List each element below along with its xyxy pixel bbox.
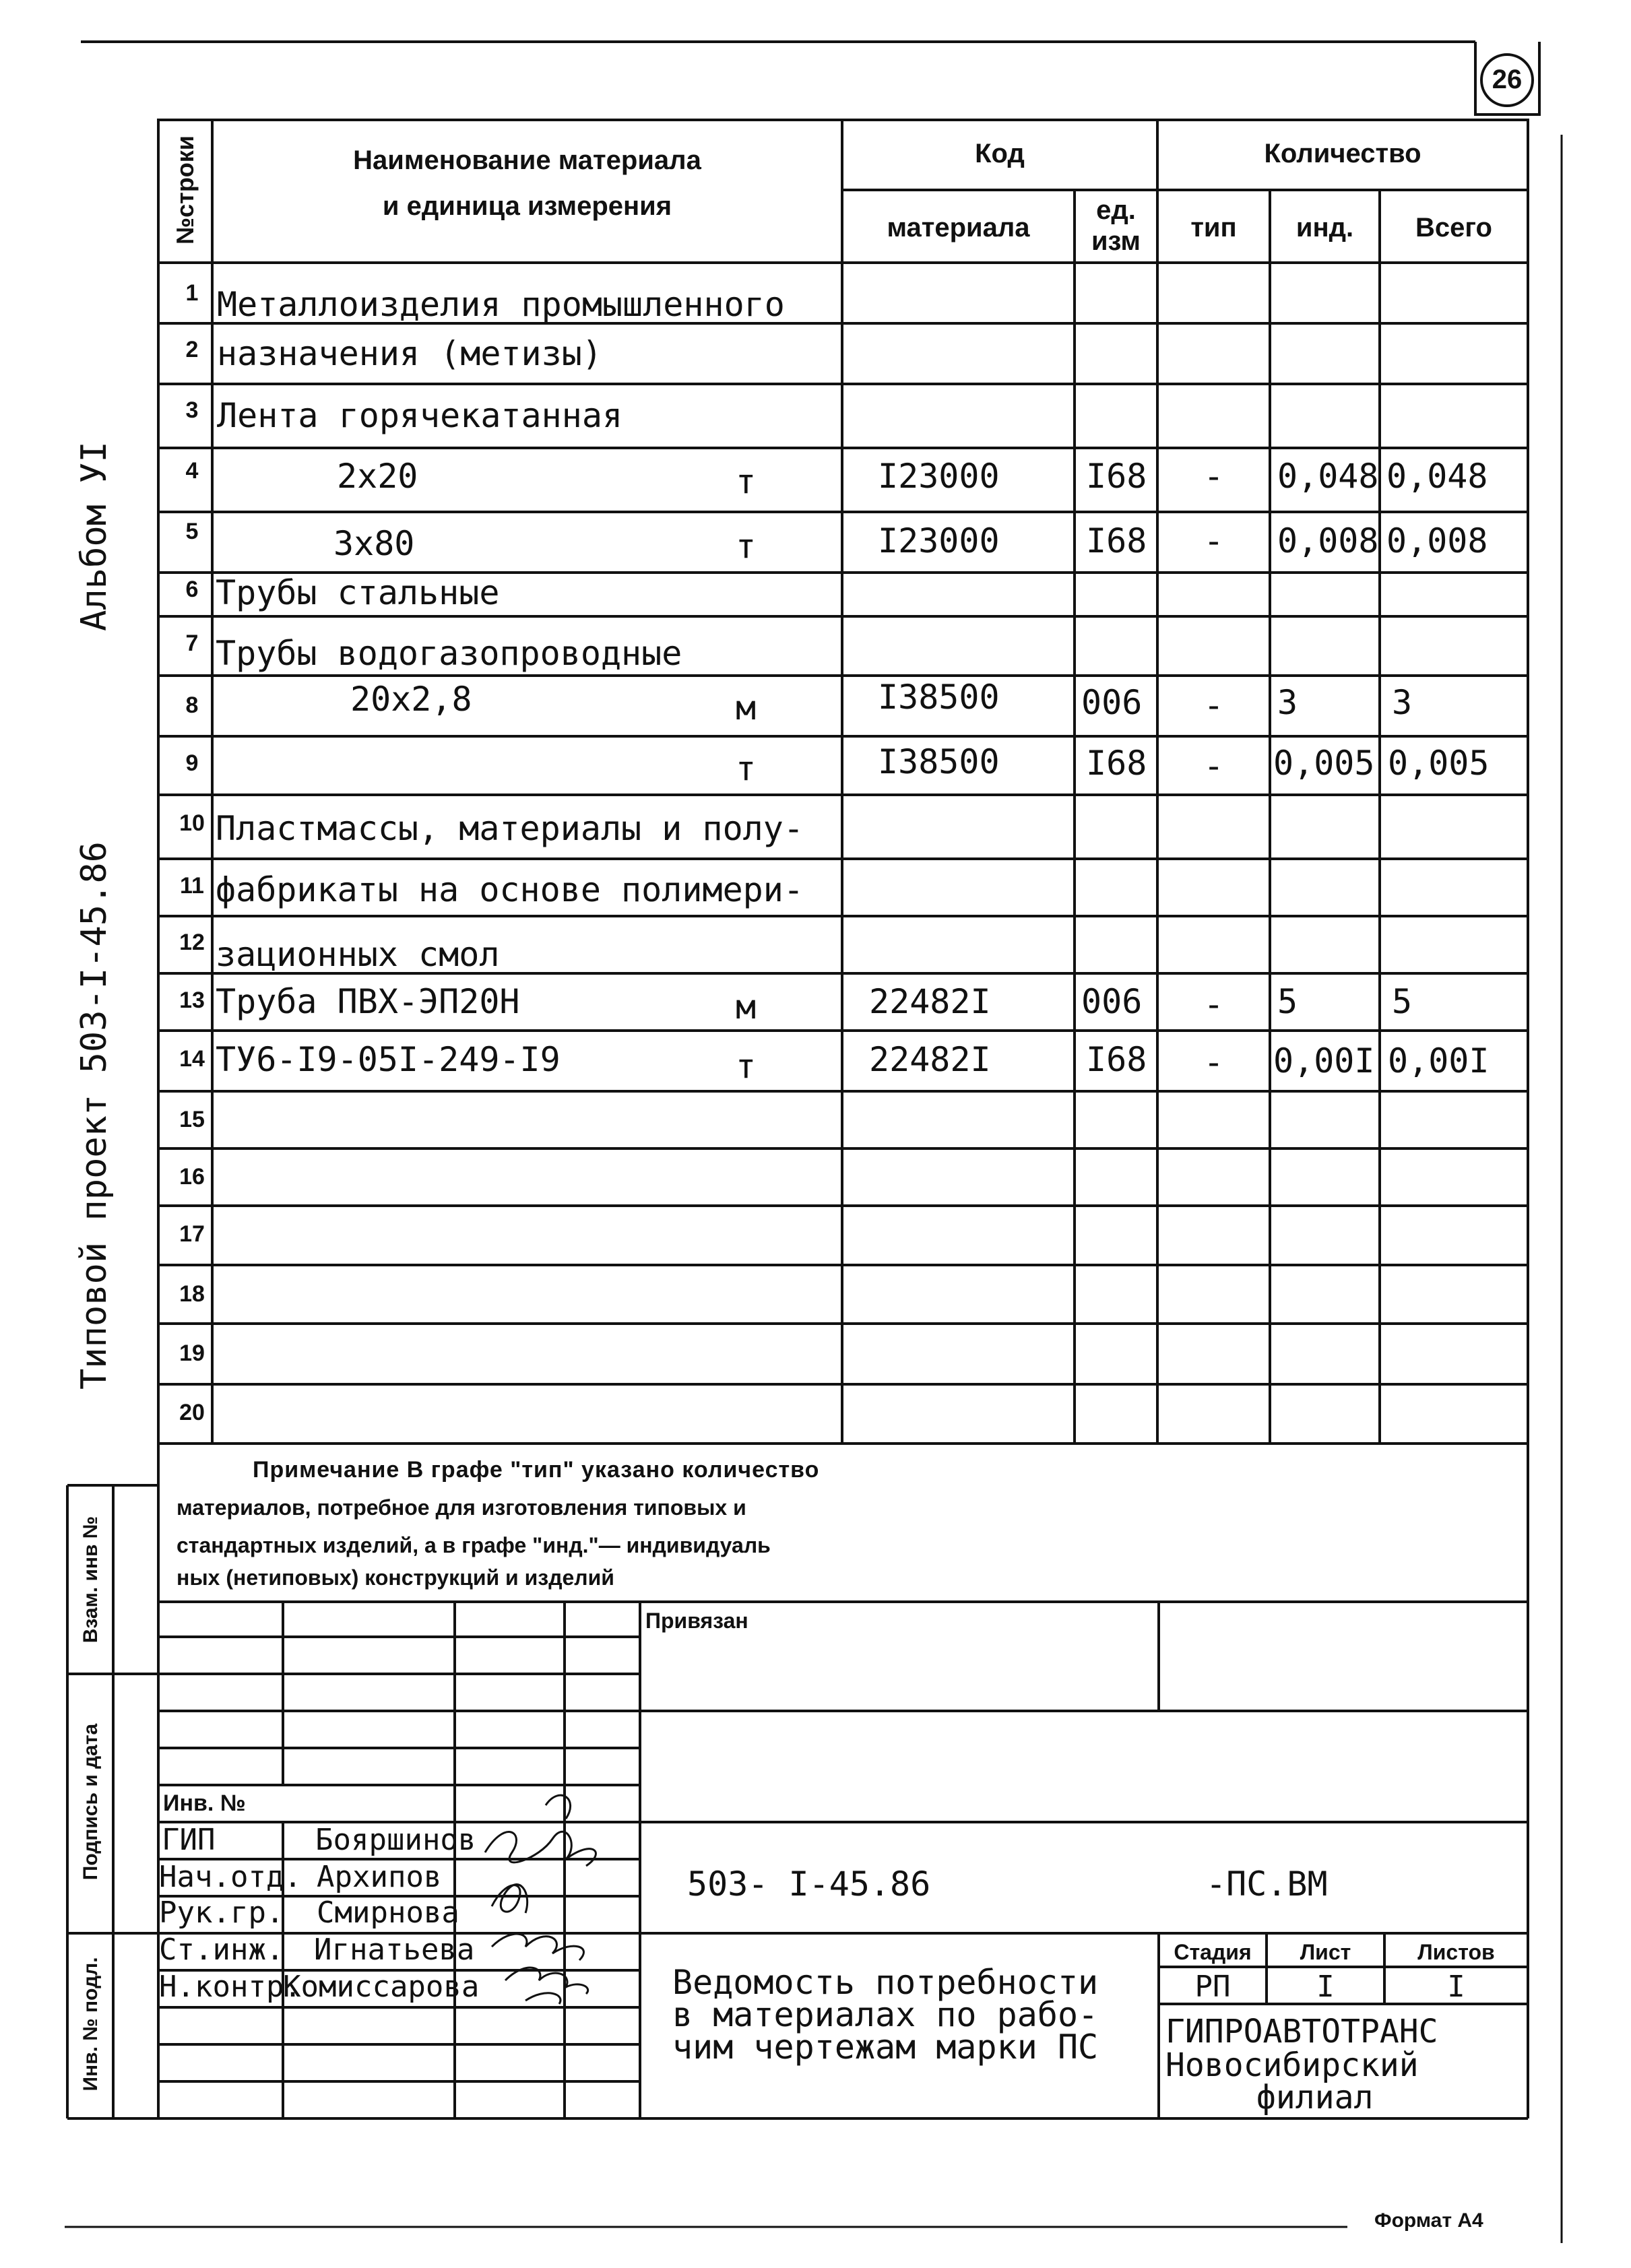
- name-header-line2: и единица измерения: [382, 191, 672, 221]
- row-number: 17: [179, 1221, 205, 1247]
- row-total: 0,005: [1388, 744, 1490, 783]
- title-line-3: чим чертежам марки ПС: [672, 2028, 1099, 2067]
- role-gip: ГИП: [162, 1823, 216, 1857]
- row-material-name: назначения (метизы): [217, 334, 602, 373]
- row-type: -: [1203, 686, 1224, 725]
- ind-header: инд.: [1296, 213, 1354, 242]
- row-total: 5: [1392, 982, 1413, 1021]
- row-unit-code: I68: [1086, 744, 1147, 783]
- row-number: 1: [185, 280, 199, 306]
- vzam-inv-label: Взам. инв №: [79, 1516, 102, 1644]
- row-unit-code: I68: [1086, 457, 1147, 496]
- row-number: 2: [185, 337, 199, 362]
- row-number: 10: [179, 810, 205, 836]
- row-material-name: 2x20: [337, 457, 418, 496]
- row-material-code: I38500: [878, 678, 1000, 717]
- row-unit: т: [736, 1047, 757, 1086]
- row-number: 13: [179, 987, 205, 1013]
- row-number: 18: [179, 1281, 205, 1307]
- row-number: 3: [185, 397, 199, 423]
- row-material-code: I23000: [878, 457, 1000, 496]
- row-number: 7: [185, 630, 199, 656]
- row-number: 6: [185, 577, 199, 602]
- role-ruk-gr: Рук.гр.: [159, 1896, 284, 1930]
- row-material-code: 22482I: [869, 982, 991, 1021]
- row-unit-code: 006: [1081, 683, 1143, 722]
- stage-label: Стадия: [1174, 1940, 1252, 1964]
- signature-date-label: Подпись и дата: [79, 1723, 102, 1881]
- row-ind: 0,00I: [1273, 1041, 1375, 1080]
- total-header: Всего: [1415, 213, 1492, 242]
- page-number: 26: [1492, 65, 1523, 94]
- row-material-name: Труба ПВХ-ЭП20Н: [216, 982, 520, 1021]
- project-caption: Типовой проект 503-I-45.86: [74, 841, 115, 1390]
- name-header-line1: Наименование материала: [353, 145, 701, 175]
- row-unit-code: 006: [1081, 982, 1143, 1021]
- row-ind: 3: [1277, 683, 1298, 722]
- organization-line-2: Новосибирский: [1165, 2046, 1419, 2084]
- row-material-code: I23000: [878, 521, 1000, 560]
- title-line-2: в материалах по рабо-: [672, 1995, 1099, 2034]
- row-type: -: [1203, 457, 1224, 496]
- row-number: 14: [179, 1046, 205, 1072]
- doc-code-suffix: -ПС.ВМ: [1206, 1865, 1328, 1904]
- row-number-header: №строки: [171, 135, 199, 245]
- row-material-name: ТУ6-I9-05I-249-I9: [216, 1040, 561, 1079]
- inv-number-label: Инв. №: [163, 1790, 246, 1816]
- note-line-1: Примечание В графе "тип" указано количество: [253, 1457, 820, 1483]
- type-header: тип: [1190, 213, 1237, 242]
- role-nach-otd: Нач.отд.: [159, 1860, 302, 1894]
- signatures-scribble: [465, 1778, 640, 2007]
- row-ind: 5: [1277, 982, 1298, 1021]
- row-ind: 0,008: [1277, 521, 1379, 560]
- note-line-4: ных (нетиповых) конструкций и изделий: [177, 1565, 614, 1590]
- row-number: 8: [185, 692, 199, 718]
- role-st-inzh: Ст.инж.: [159, 1933, 284, 1967]
- format-label: Формат А4: [1374, 2209, 1483, 2232]
- row-number: 9: [185, 750, 199, 776]
- unit-code-header-line1: ед.: [1096, 195, 1136, 225]
- name-ruk-gr: Смирнова: [317, 1896, 459, 1930]
- stage-value: РП: [1194, 1970, 1231, 2004]
- row-material-code: 22482I: [869, 1040, 991, 1079]
- row-unit: т: [736, 527, 757, 566]
- row-number: 5: [185, 519, 199, 544]
- row-material-name: Трубы стальные: [216, 573, 500, 612]
- row-material-name: Трубы водогазопроводные: [216, 634, 682, 673]
- organization-line-3: филиал: [1256, 2079, 1374, 2116]
- row-material-name: зационных смол: [216, 935, 500, 974]
- sheet-value: I: [1316, 1970, 1335, 2004]
- row-material-name: фабрикаты на основе полимери-: [216, 870, 804, 909]
- row-total: 3: [1392, 683, 1413, 722]
- row-unit: м: [736, 688, 757, 727]
- doc-code: 503- I-45.86: [687, 1865, 931, 1904]
- row-number: 12: [179, 930, 205, 955]
- row-total: 0,048: [1386, 457, 1488, 496]
- row-unit: т: [736, 462, 757, 501]
- row-number: 15: [179, 1107, 205, 1132]
- row-total: 0,008: [1386, 521, 1488, 560]
- album-caption: Альбом УI: [74, 441, 115, 631]
- row-number: 19: [179, 1340, 205, 1366]
- note-line-3: стандартных изделий, а в графе "инд."— индивидуаль: [177, 1533, 771, 1557]
- row-ind: 0,005: [1273, 744, 1375, 783]
- name-nach-otd: Архипов: [317, 1860, 442, 1894]
- row-number: 16: [179, 1164, 205, 1190]
- sheet-label: Лист: [1300, 1940, 1351, 1964]
- row-type: -: [1203, 985, 1224, 1024]
- code-header: Код: [975, 139, 1025, 168]
- name-n-kontr: Комиссарова: [283, 1970, 480, 2004]
- quantity-header: Количество: [1264, 139, 1421, 168]
- row-material-name: Пластмассы, материалы и полу-: [216, 809, 804, 848]
- organization-line-1: ГИПРОАВТОТРАНС: [1165, 2013, 1438, 2050]
- note-line-2: материалов, потребное для изготовления типовых и: [177, 1495, 746, 1520]
- row-number: 11: [180, 873, 204, 899]
- title-line-1: Ведомость потребности: [672, 1963, 1099, 2002]
- row-number: 4: [185, 458, 199, 484]
- row-unit: м: [736, 987, 757, 1027]
- name-gip: Бояршинов: [315, 1823, 476, 1857]
- row-material-name: Лента горячекатанная: [217, 396, 623, 435]
- sheets-label: Листов: [1417, 1940, 1495, 1964]
- sheets-value: I: [1447, 1970, 1465, 2004]
- row-ind: 0,048: [1277, 457, 1379, 496]
- name-st-inzh: Игнатьева: [314, 1933, 475, 1967]
- row-total: 0,00I: [1388, 1041, 1490, 1080]
- unit-code-header-line2: изм: [1091, 226, 1141, 256]
- row-material-name: 3x80: [333, 524, 415, 563]
- row-type: -: [1203, 1043, 1224, 1082]
- inv-podl-label: Инв. № подл.: [79, 1957, 102, 2092]
- row-type: -: [1203, 521, 1224, 560]
- row-unit-code: I68: [1086, 1040, 1147, 1079]
- role-n-kontr: Н.контр.: [159, 1970, 302, 2004]
- material-code-header: материала: [887, 213, 1030, 242]
- row-unit: т: [736, 749, 757, 788]
- row-material-code: I38500: [878, 742, 1000, 781]
- row-unit-code: I68: [1086, 521, 1147, 560]
- row-number: 20: [179, 1400, 205, 1425]
- row-material-name: 20x2,8: [350, 680, 472, 719]
- row-material-name: Металлоизделия промышленного: [217, 285, 785, 324]
- row-type: -: [1203, 746, 1224, 785]
- privyazan-label: Привязан: [645, 1609, 748, 1633]
